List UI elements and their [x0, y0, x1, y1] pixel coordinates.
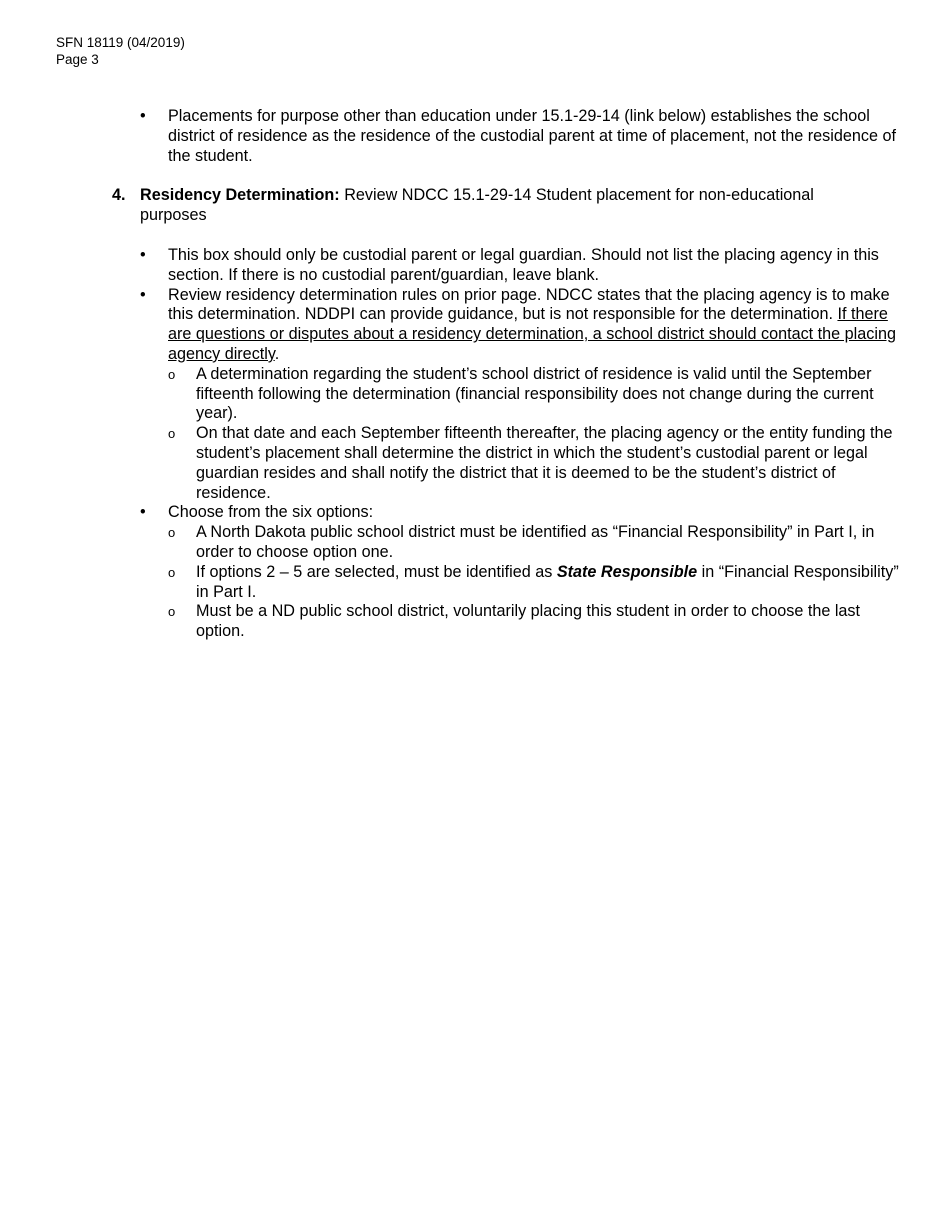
bullet-icon: • [140, 107, 146, 125]
sub-list-item: o If options 2 – 5 are selected, must be identified as State Responsible in “Financial Responsibility” in Part I. [168, 562, 899, 601]
circle-bullet-icon: o [168, 604, 176, 620]
page-number: Page 3 [56, 52, 99, 67]
form-number: SFN 18119 (04/2019) [56, 35, 185, 50]
instructions-body [0, 107, 950, 642]
sub-list-item [0, 424, 950, 503]
sub-list-item [0, 365, 950, 424]
section-number: 4. [112, 186, 126, 205]
state-responsible-emphasis: State Responsible [556, 562, 698, 581]
section-title-rest: Review NDCC 15.1-29-14 Student placement for non-educational purposes [140, 186, 814, 225]
sub-list-item-text: On that date and each September fifteenth thereafter, the placing agency or the entity funding the student’s placement shall determine the district in which the student’s custodial parent or legal guardian resides and shall notify the district that it is deemed to be the student’s district of residence. [196, 424, 893, 502]
sub-list-item [0, 602, 950, 642]
list-item [0, 107, 950, 166]
bullet-icon: • [140, 285, 146, 304]
list-item [0, 503, 950, 523]
list-item-text: Placements for purpose other than education under 15.1-29-14 (link below) establishes the school district of residence as the residence of the custodial parent at time of placement, not the residence of the student. [168, 107, 896, 165]
sub-list-item-text: Must be a ND public school district, voluntarily placing this student in order to choose the last option. [196, 602, 861, 641]
bullet-icon: • [140, 245, 146, 264]
circle-bullet-icon: o [168, 366, 176, 382]
list-item [0, 246, 950, 286]
sub-list-item [0, 523, 950, 563]
bullet-icon: • [140, 503, 146, 522]
form-header [56, 34, 185, 68]
section-title: Residency Determination: [140, 186, 340, 205]
list-item-text: Review residency determination rules on prior page. NDCC states that the placing agency is to make this determination. NDDPI can provide guidance, but is not responsible for the determination. [168, 285, 890, 324]
underlined-guidance: If there are questions or disputes about a residency determination, a school district should contact the placing agency directly [168, 305, 896, 363]
list-item: • Review residency determination rules on prior page. NDCC states that the placing agency is to make this determination. NDDPI can provide guidance, but is not responsible for the determination. If there are questions or disputes about a residency determination, a school district should contact the placing agency directly. [140, 285, 896, 363]
circle-bullet-icon: o [168, 426, 176, 442]
circle-bullet-icon: o [168, 564, 176, 580]
list-item-text: Choose from the six options: [168, 503, 374, 522]
section-heading [0, 186, 950, 226]
circle-bullet-icon: o [168, 525, 176, 541]
sub-list-item-text: A determination regarding the student’s school district of residence is valid until the September fifteenth following the determination (financial responsibility does not change during the current year). [196, 364, 874, 423]
sub-list-item-text: A North Dakota public school district must be identified as “Financial Responsibility” in Part I, in order to choose option one. [196, 523, 875, 561]
list-item-text: This box should only be custodial parent or legal guardian. Should not list the placing agency in this section. If there is no custodial parent/guardian, leave blank. [168, 245, 879, 284]
